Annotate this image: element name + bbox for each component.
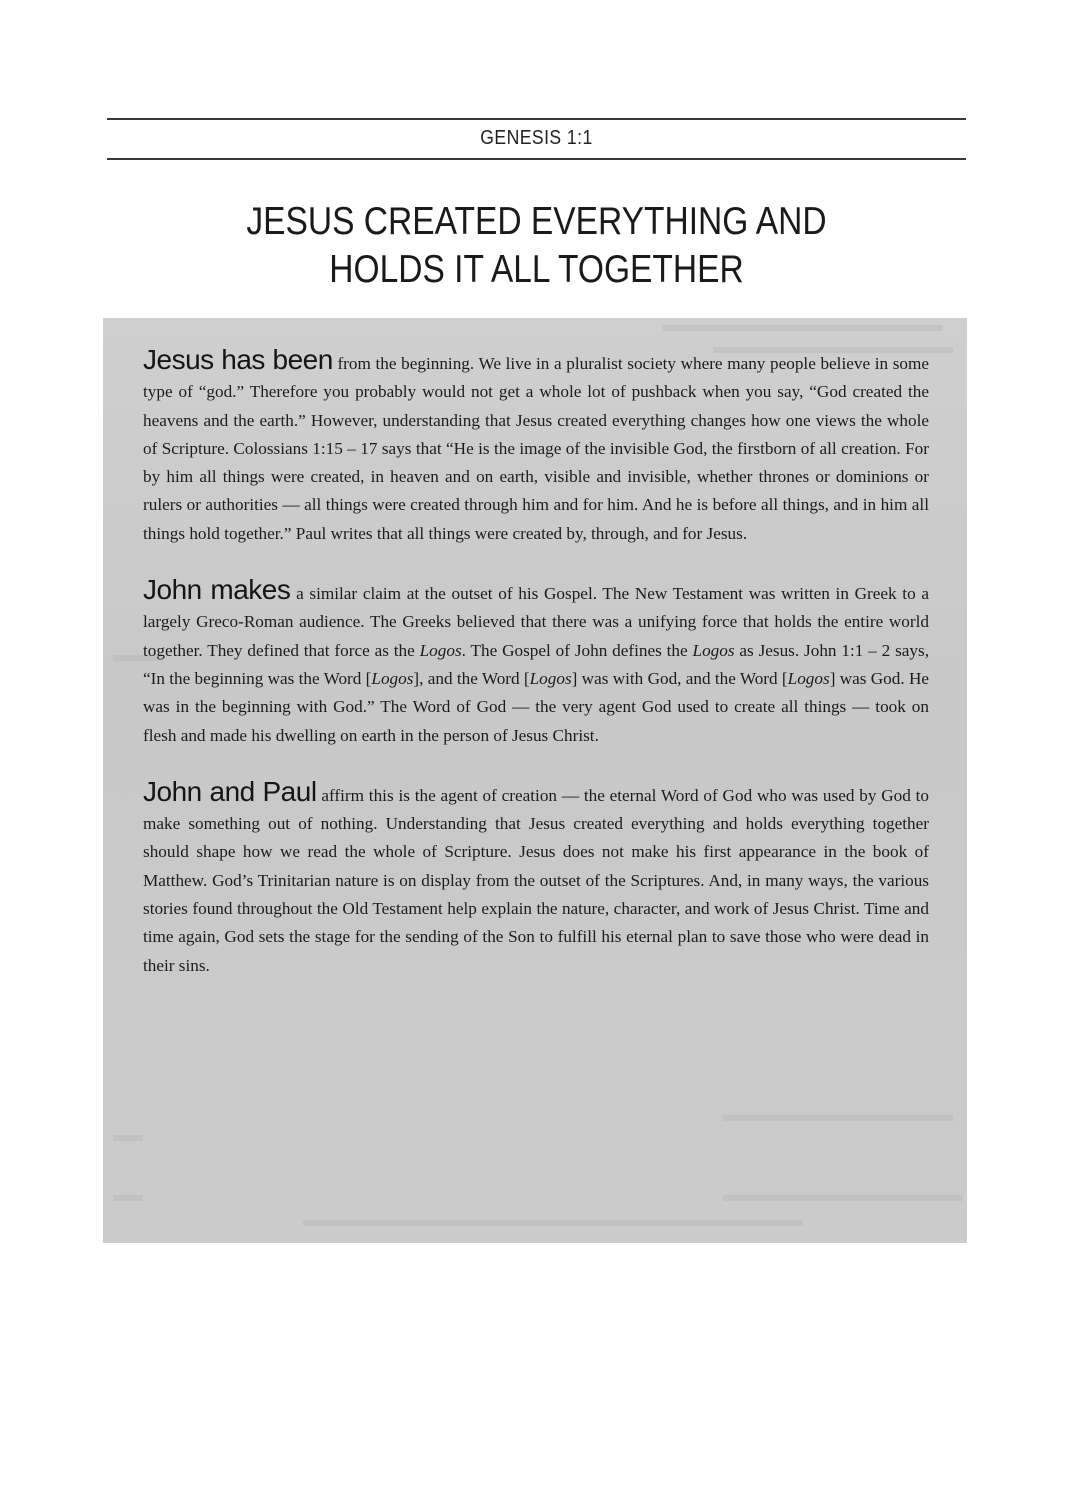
paragraph-2-body-a: a similar claim at the outset of his Gospel. The New Testament was written in Greek to a largely Greco-Roman audience. The Greeks believed that there was a unifying force that holds the entire world together. They defined that force as the	[143, 584, 929, 660]
paragraph-2-body-f: ] was God. He was in the beginning with God.” The Word of God — the very agent God used to create all things — took on flesh and made his dwelling on earth in the person of Jesus Christ.	[143, 668, 929, 745]
header-rule-top	[107, 118, 966, 120]
paragraph-1	[143, 346, 929, 548]
logos-term: Logos	[371, 668, 414, 688]
logos-term: Logos	[529, 668, 572, 688]
paragraph-2-body-b: . The Gospel of John defines the	[461, 640, 693, 660]
header-rule-bottom	[107, 158, 966, 160]
paragraph-2	[143, 576, 929, 750]
paragraph-2-body-c: as Jesus. John 1:1 – 2 says, “In the beginning was the Word [	[143, 640, 929, 688]
logos-term: Logos	[787, 668, 830, 688]
paragraph-2-lead: John makes	[143, 574, 291, 606]
paragraph-3	[143, 775, 929, 980]
paragraph-1-lead: Jesus has been	[143, 344, 333, 375]
paragraph-2-body-e: ] was with God, and the Word [	[571, 668, 788, 688]
title-line-1: JESUS CREATED EVERYTHING AND	[246, 200, 827, 243]
paragraph-3-lead: John and Paul	[143, 775, 317, 807]
paragraph-3-body: affirm this is the agent of creation — the eternal Word of God who was used by God to make something out of nothing. Understanding that Jesus created everything and holds everything together should shape how we read the whole of Scripture. Jesus does not make his first appearance in the book of Matthew. God’s Trinitarian nature is on display from the outset of the Scriptures. And, in many ways, the various stories found throughout the Old Testament help explain the nature, character, and work of Jesus Christ. Time and time again, God sets the stage for the sending of the Son to fulfill his eternal plan to save those who were dead in their sins.	[143, 785, 929, 975]
logos-term: Logos	[692, 640, 735, 660]
paragraph-2-body-d: ], and the Word [	[413, 668, 530, 688]
title-line-2: HOLDS IT ALL TOGETHER	[329, 248, 744, 291]
running-head: GENESIS 1:1	[480, 127, 593, 149]
logos-term: Logos	[419, 640, 462, 660]
page-title	[107, 198, 966, 294]
paragraph-1-body: from the beginning. We live in a pluralist society where many people believe in some type of “god.” Therefore you probably would not get a whole lot of pushback when you say, “God created the heavens and the earth.” However, understanding that Jesus created everything changes how one views the whole of Scripture. Colossians 1:15 – 17 says that “He is the image of the invisible God, the firstborn of all creation. For by him all things were created, in heaven and on earth, visible and invisible, whether thrones or dominions or rulers or authorities — all things were created through him and for him. And he is before all things, and in him all things hold together.” Paul writes that all things were created by, through, and for Jesus.	[143, 354, 930, 543]
article-body	[143, 346, 929, 1008]
